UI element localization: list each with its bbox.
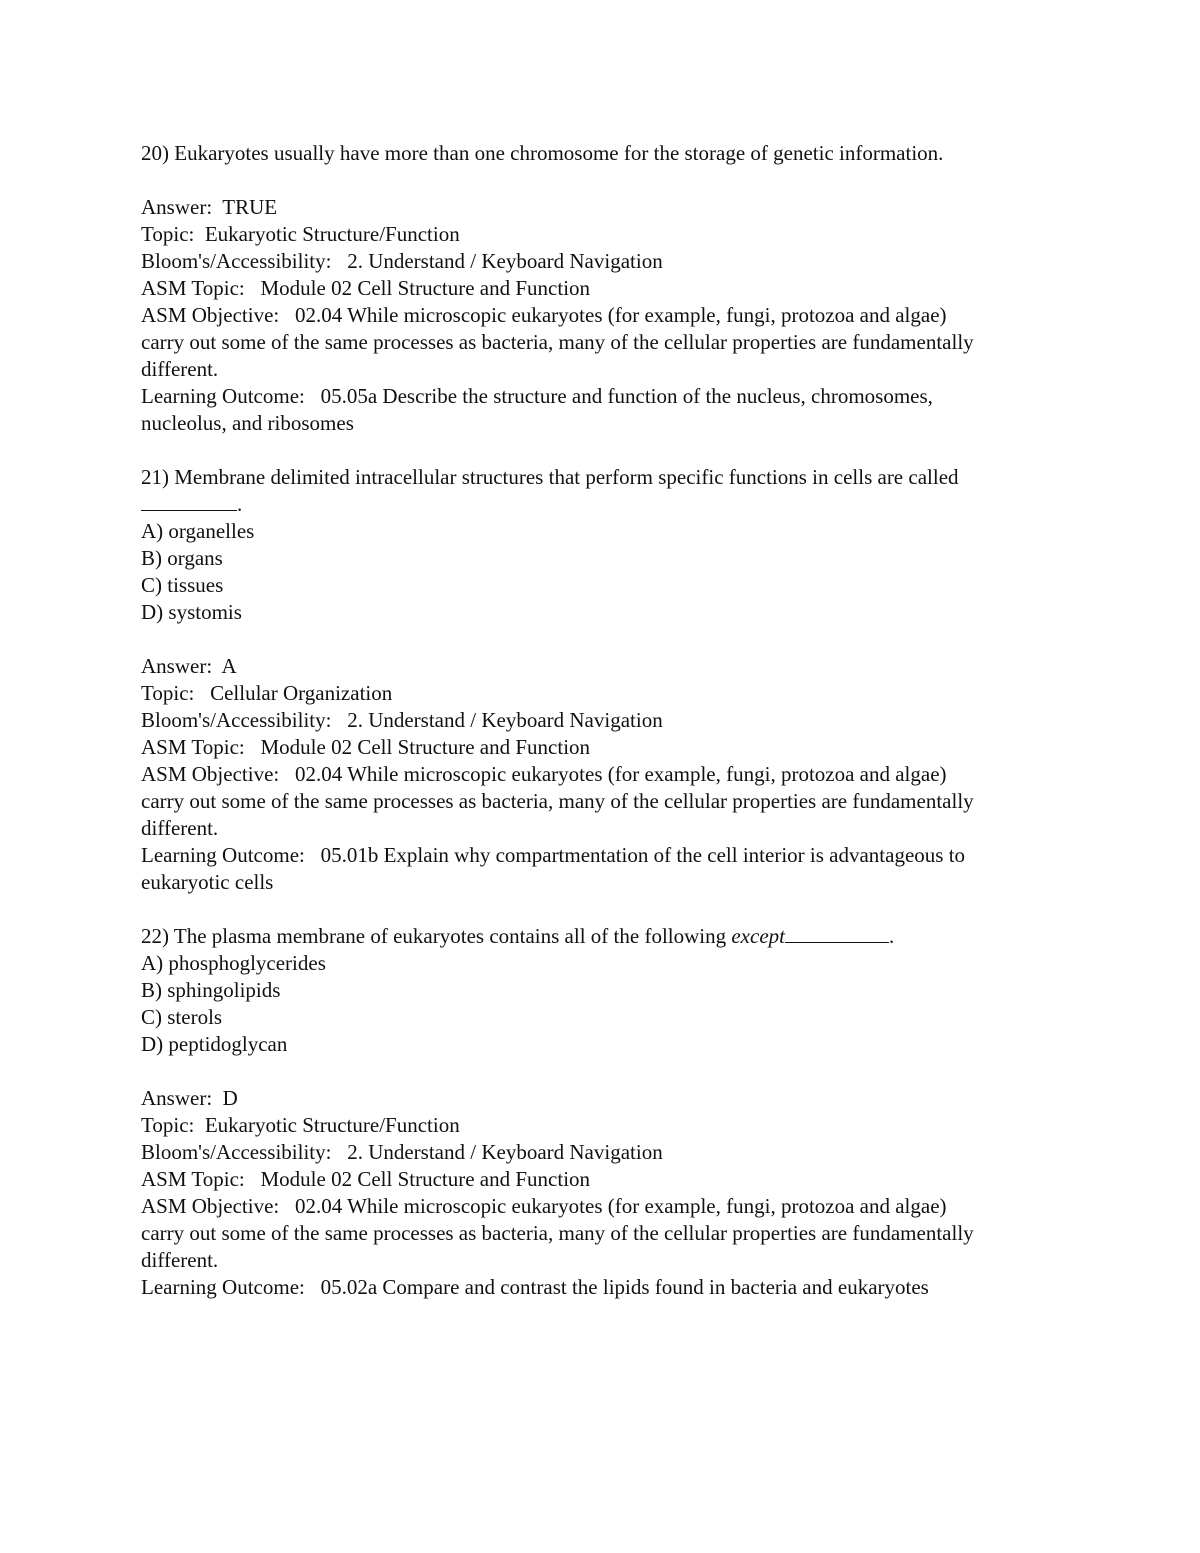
question-20-metadata: [141, 194, 1081, 437]
asm-objective-line: different.: [141, 357, 219, 381]
asm-topic-line: ASM Topic: Module 02 Cell Structure and Function: [141, 735, 591, 759]
question-text-continued: [141, 491, 1081, 518]
option-d: D) peptidoglycan: [141, 1032, 288, 1056]
topic-line: Topic: Cellular Organization: [141, 681, 393, 705]
learning-outcome-line: eukaryotic cells: [141, 870, 274, 894]
asm-objective-line: carry out some of the same processes as bacteria, many of the cellular properties are fundamentally: [141, 330, 974, 354]
learning-outcome-line: nucleolus, and ribosomes: [141, 411, 354, 435]
learning-outcome-line: Learning Outcome: 05.05a Describe the structure and function of the nucleus, chromosomes,: [141, 384, 933, 408]
option-d: D) systomis: [141, 600, 242, 624]
blooms-line: Bloom's/Accessibility: 2. Understand / Keyboard Navigation: [141, 249, 663, 273]
question-punctuation: .: [888, 924, 895, 948]
asm-objective-line: ASM Objective: 02.04 While microscopic eukaryotes (for example, fungi, protozoa and algae): [141, 762, 947, 786]
learning-outcome-line: Learning Outcome: 05.02a Compare and contrast the lipids found in bacteria and eukaryotes: [141, 1275, 929, 1299]
question-21: [141, 464, 1081, 626]
question-text: 20) Eukaryotes usually have more than one chromosome for the storage of genetic information.: [141, 141, 944, 165]
question-emphasis: except: [731, 924, 785, 948]
learning-outcome-line: Learning Outcome: 05.01b Explain why compartmentation of the cell interior is advantageous to: [141, 843, 966, 867]
question-22: [141, 923, 1081, 1058]
asm-objective-line: carry out some of the same processes as bacteria, many of the cellular properties are fundamentally: [141, 1221, 974, 1245]
asm-topic-line: ASM Topic: Module 02 Cell Structure and Function: [141, 1167, 591, 1191]
option-c: C) tissues: [141, 573, 224, 597]
question-22-metadata: [141, 1085, 1081, 1301]
question-21-metadata: [141, 653, 1081, 896]
asm-topic-line: ASM Topic: Module 02 Cell Structure and Function: [141, 276, 591, 300]
blooms-line: Bloom's/Accessibility: 2. Understand / Keyboard Navigation: [141, 1140, 663, 1164]
topic-line: Topic: Eukaryotic Structure/Function: [141, 222, 460, 246]
question-punctuation: .: [237, 492, 243, 516]
answer-line: Answer: TRUE: [141, 195, 278, 219]
asm-objective-line: different.: [141, 1248, 219, 1272]
option-a: A) phosphoglycerides: [141, 951, 326, 975]
question-text: 21) Membrane delimited intracellular structures that perform specific functions in cells are called: [141, 465, 959, 489]
question-text-start: 22) The plasma membrane of eukaryotes contains all of the following: [141, 924, 732, 948]
option-b: B) sphingolipids: [141, 978, 281, 1002]
asm-objective-line: ASM Objective: 02.04 While microscopic eukaryotes (for example, fungi, protozoa and algae): [141, 303, 947, 327]
asm-objective-line: different.: [141, 816, 219, 840]
answer-line: Answer: D: [141, 1086, 238, 1110]
option-b: B) organs: [141, 546, 223, 570]
blooms-line: Bloom's/Accessibility: 2. Understand / Keyboard Navigation: [141, 708, 663, 732]
asm-objective-line: ASM Objective: 02.04 While microscopic eukaryotes (for example, fungi, protozoa and algae): [141, 1194, 947, 1218]
question-text: [141, 923, 1081, 950]
option-a: A) organelles: [141, 519, 255, 543]
answer-blank: [141, 492, 237, 511]
question-20: [141, 140, 1081, 167]
asm-objective-line: carry out some of the same processes as bacteria, many of the cellular properties are fundamentally: [141, 789, 974, 813]
answer-line: Answer: A: [141, 654, 237, 678]
option-c: C) sterols: [141, 1005, 223, 1029]
topic-line: Topic: Eukaryotic Structure/Function: [141, 1113, 460, 1137]
answer-blank: [785, 924, 889, 943]
document-page: [141, 140, 1081, 1328]
